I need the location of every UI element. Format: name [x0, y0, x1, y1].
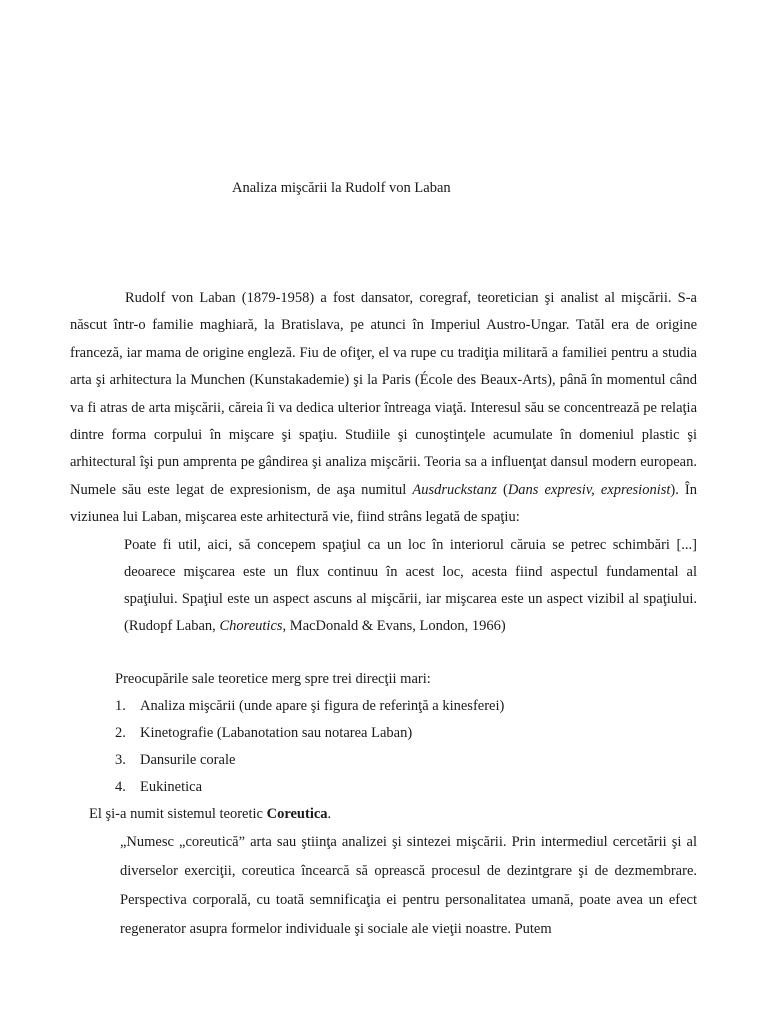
list-text: Kinetografie (Labanotation sau notarea Laban)	[140, 725, 413, 742]
list-item	[115, 774, 697, 801]
list-number: 3.	[115, 752, 126, 769]
system-name: Coreutica	[266, 806, 328, 823]
intro-paragraph	[70, 285, 697, 532]
intro-text: Rudolf von Laban (1879-1958) a fost dansator, coregraf, teoretician şi analist al mişcării. S-a născut într-o familie maghiară, la Bratislava, pe atunci în Imperiul Austro-Ungar. Tatăl era de origine franceză, iar mama de origine engleză. Fiu de ofiţer, el va rupe cu tradiţia militară a familiei pentru a studia arta şi arhitectura la Munchen (Kunstakademie) şi la Paris (École des Beaux-Arts), până în momentul când va fi atras de arta mişcării, căreia îi va dedica ulterior întreaga viaţă. Interesul său se concentrează pe relaţia dintre forma corpului în mişcare şi spaţiu. Studiile şi cunoştinţele acumulate în domeniul plastic şi arhitectural îşi pun amprenta pe gândirea şi analiza mişcării. Teoria sa a influenţat dansul modern european. Numele său este legat de expresionism, de aşa numitul	[70, 290, 697, 498]
list-text: Eukinetica	[140, 779, 203, 796]
list-text: Analiza mişcării (unde apare şi figura de referinţă a kinesferei)	[140, 698, 505, 715]
quote-citation: , MacDonald & Evans, London, 1966)	[282, 617, 506, 634]
coreutica-quote: „Numesc „coreutică” arta sau ştiinţa analizei şi sintezei mişcării. Prin intermediul cercetării şi al diverselor exerciţii, coreutica încearcă să oprească procesul de dezintgrare şi de dezmembrare. Perspectiva corporală, cu toată semnificaţia ei pentru personalitatea umană, poate avea un efect regenerator asupra formelor individuale şi sociale ale vieţii noastre. Putem	[120, 834, 697, 938]
page-title: Analiza mişcării la Rudolf von Laban	[232, 180, 451, 196]
list-number: 2.	[115, 725, 126, 742]
laban-quote	[124, 532, 697, 640]
intro-text-c: ). În viziunea lui Laban, mişcarea este arhitectură vie, fiind strâns legată de spaţiu:	[70, 481, 697, 526]
document-body	[70, 285, 697, 944]
directions-list	[70, 693, 697, 801]
list-number: 4.	[115, 779, 126, 796]
list-item	[115, 747, 697, 774]
intro-text-b: (	[496, 481, 508, 498]
list-item	[115, 693, 697, 720]
directions-intro: Preocupările sale teoretice merg spre trei direcţii mari:	[115, 670, 431, 687]
book-title: Choreutics	[219, 617, 283, 634]
list-item	[115, 720, 697, 747]
term-dans-expresiv: Dans expresiv, expresionist	[507, 481, 671, 498]
system-suffix: .	[327, 806, 332, 823]
list-number: 1.	[115, 698, 126, 715]
quote-text: Poate fi util, aici, să concepem spaţiul ca un loc în interiorul căruia se petrec schimbări [...] deoarece mişcarea este un flux continuu în acest loc, acesta fiind aspectul fundamental al spaţiului. Spaţiul este un aspect ascuns al mişcării, iar mişcarea este un aspect vizibil al spaţiului. (Rudopf Laban,	[124, 536, 697, 634]
system-sentence	[89, 801, 697, 828]
term-ausdruckstanz: Ausdruckstanz	[412, 481, 497, 498]
list-text: Dansurile corale	[140, 752, 236, 769]
system-prefix: El şi-a numit sistemul teoretic	[89, 806, 267, 823]
